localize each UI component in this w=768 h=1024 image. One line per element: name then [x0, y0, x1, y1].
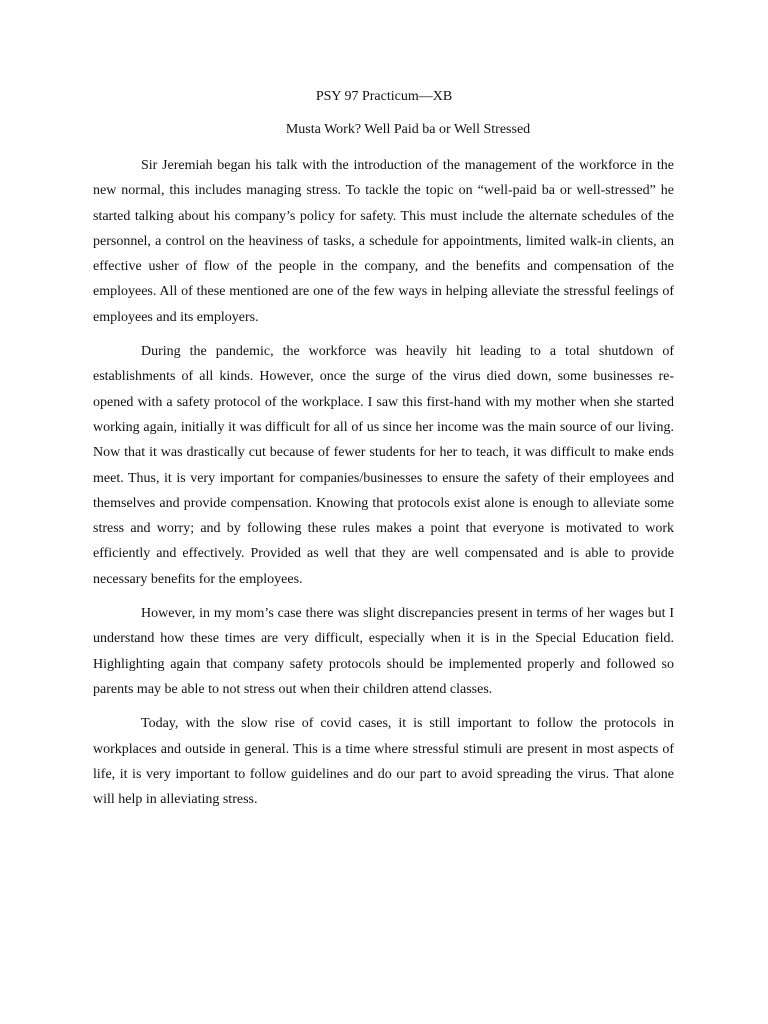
paragraph-2: During the pandemic, the workforce was heavily hit leading to a total shutdown of establishments of all kinds. However, once the surge of the virus died down, some businesses re-opened with a safety protocol of the workplace. I saw this first-hand with my mother when she started working again, initially it was difficult for all of us since her income was the main source of our living. Now that it was drastically cut because of fewer students for her to teach, it was difficult to make ends meet. Thus, it is very important for companies/businesses to ensure the safety of their employees and themselves and provide compensation. Knowing that protocols exist alone is enough to alleviate some stress and worry; and by following these rules makes a point that everyone is motivated to work efficiently and effectively. Provided as well that they are well compensated and is able to provide necessary benefits for the employees. — [93, 344, 674, 587]
essay-title: Musta Work? Well Paid ba or Well Stressed — [285, 122, 531, 137]
course-title: PSY 97 Practicum—XB — [315, 89, 453, 104]
paragraph-1: Sir Jeremiah began his talk with the introduction of the management of the workforce in the new normal, this includes managing stress. To tackle the topic on “well-paid ba or well-stressed” he started talking about his company’s policy for safety. This must include the alternate schedules of the personnel, a control on the heaviness of tasks, a schedule for appointments, limited walk-in clients, an effective usher of flow of the people in the company, and the benefits and compensation of the employees. All of these mentioned are one of the few ways in helping alleviate the stressful feelings of employees and its employers. — [93, 158, 674, 325]
essay-body — [93, 153, 674, 821]
paragraph-4: Today, with the slow rise of covid cases, it is still important to follow the protocols in workplaces and outside in general. This is a time where stressful stimuli are present in most aspects of life, it is very important to follow guidelines and do our part to avoid spreading the virus. That alone will help in alleviating stress. — [93, 716, 674, 808]
paragraph-3: However, in my mom’s case there was slight discrepancies present in terms of her wages but I understand how these times are very difficult, especially when it is in the Special Education field. Highlighting again that company safety protocols should be implemented properly and followed so parents may be able to not stress out when their children attend classes. — [93, 606, 674, 697]
